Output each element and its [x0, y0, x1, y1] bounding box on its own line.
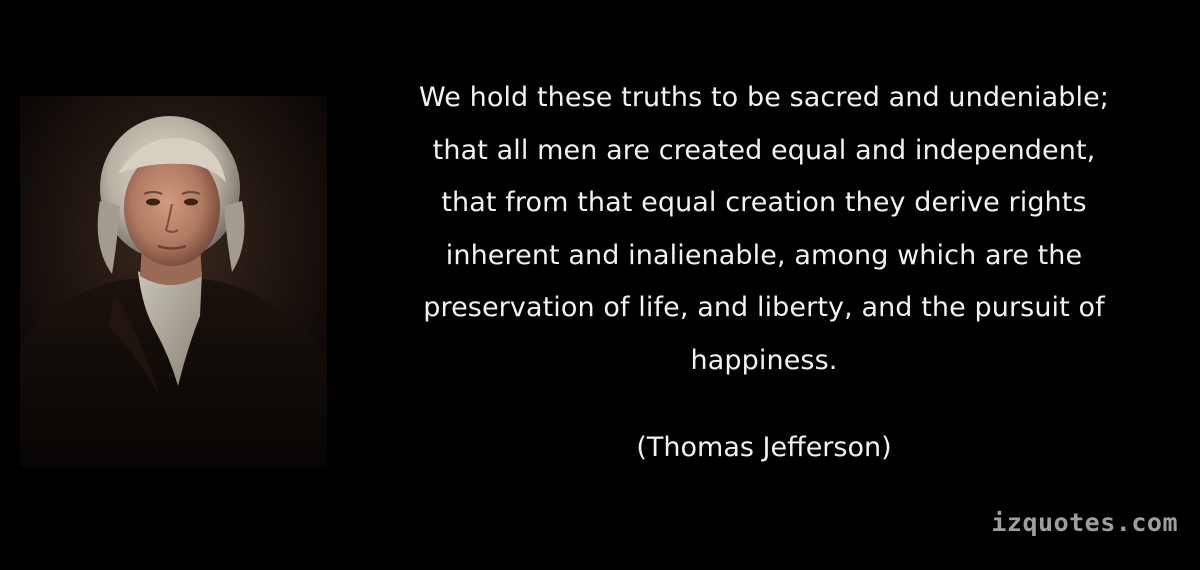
- quote-text: We hold these truths to be sacred and undeniable; that all men are created equal and independent, that from that equal creation they derive rights inherent and inalienable, among which are the preservation of life, and liberty, and the pursuit of happiness.: [419, 82, 1109, 376]
- watermark-logo: izquotes.com: [991, 508, 1178, 537]
- portrait-image: [20, 96, 327, 468]
- quote-author: (Thomas Jefferson): [636, 432, 892, 463]
- quote-block: [340, 72, 1188, 387]
